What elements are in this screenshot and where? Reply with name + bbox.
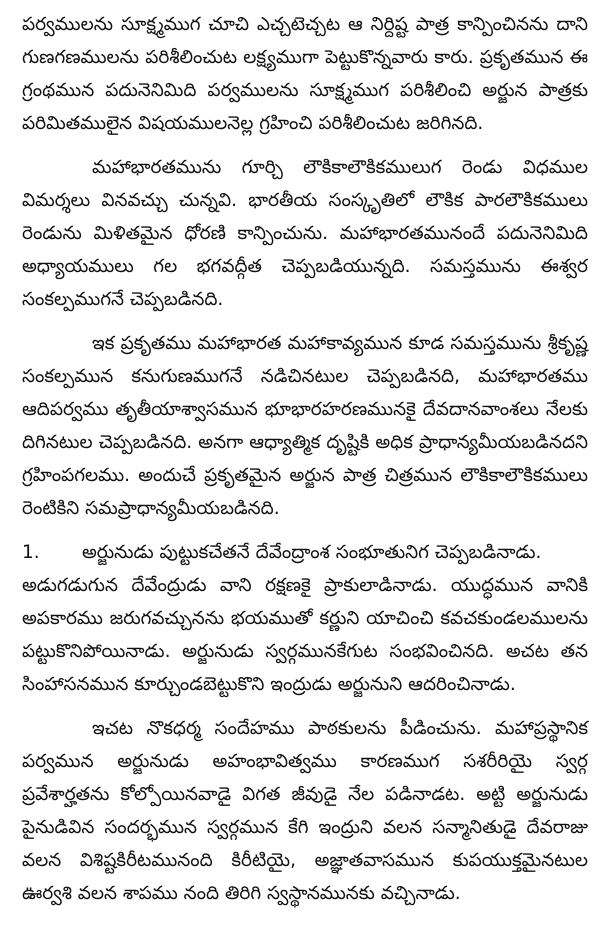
paragraph-2: మహాభారతమును గూర్చి లౌకికాలౌకికములుగ రెండు విధముల విమర్శలు వినవచ్చు చున్నవి. భారతీయ సంస్కృతిలో లౌకిక పారలౌకికములు రెండును మిళితమైన ధోరణి కాన్పించును. మహాభారతమునందే పదునెనిమిది అధ్యాయములు గల భగవద్గీత చెప్పబడియున్నది. సమస్తమును ఈశ్వర సంకల్పముగనే చెప్పబడినది. [22, 157, 588, 310]
paragraph-3: ఇక ప్రకృతము మహాభారత మహాకావ్యమున కూడ సమస్తమును శ్రీకృష్ణ సంకల్పమున కనుగుణముగనే నడిచినటుల చెప్పబడినది, మహాభారతము ఆదిపర్వము తృతీయాశ్వాసమున భూభారహరణమునకై దేవదానవాంశలు నేలకు దిగినటుల చెప్పబడినది. అనగా ఆధ్యాత్మిక దృష్టికి అధిక ప్రాధాన్యమీయబడినదని గ్రహింపగలము. అందుచే ప్రకృతమైన అర్జున పాత్ర చిత్రమున లౌకికాలౌకికములు రెంటికిని సమప్రాధాన్యమీయబడినది. [22, 333, 588, 519]
document-page [22, 8, 588, 921]
item-number: 1. [22, 542, 40, 563]
paragraph-1: పర్వములను సూక్ష్మముగ చూచి ఎచ్చటెచ్చట ఆ నిర్దిష్ట పాత్ర కాన్పించినను దాని గుణగణములను పరిశీలించుట లక్ష్యముగా పెట్టుకొన్నవారు కారు. ప్రకృతమున ఈ గ్రంథమున పదునెనిమిది పర్వములను సూక్ష్మముగ పరిశీలించి అర్జున పాత్రకు పరిమితములైన విషయములనెల్ల గ్రహించి పరిశీలించుట జరిగినది. [22, 14, 588, 134]
numbered-item-1 [22, 536, 588, 569]
item-first-line: అర్జునుడు పుట్టుకచేతనే దేవేంద్రాంశ సంభూతునిగ చెప్పబడినాడు. [82, 542, 542, 563]
item-continuation: అడుగడుగున దేవేంద్రుడు వాని రక్షణకై ప్రాకులాడినాడు. యుద్ధమున వానికి అపకారము జరుగవచ్చునను భయముతో కర్ణుని యాచించి కవచకుండలములను పట్టుకొనిపోయినాడు. అర్జునుడు స్వర్గమునకేగుట సంభవించినది. అచట తన సింహాసనమున కూర్చుండబెట్టుకొని ఇంద్రుడు అర్జునుని ఆదరించినాడు. [22, 575, 588, 695]
paragraph-closing: ఇచట నొకధర్మ సందేహము పాఠకులను పీడించును. మహాప్రస్థానిక పర్వమున అర్జునుడు అహంభావిత్వము కారణముగ సశరీరియై స్వర్గ ప్రవేశార్హతను కోల్పోయినవాడై విగత జీవుడై నేల పడినాడట. అట్టి అర్జునుడు పైనుడివిన సందర్భమున స్వర్గమున కేగి ఇంద్రుని వలన సన్మానితుడై దేవరాజు వలన విశిష్టకిరీటమునంది కిరీటియై, అజ్ఞాతవాసమున కుపయుక్తమైనటుల ఊర్వశి వలన శాపము నంది తిరిగి స్వస్థానమునకు వచ్చినాడు. [22, 718, 588, 904]
